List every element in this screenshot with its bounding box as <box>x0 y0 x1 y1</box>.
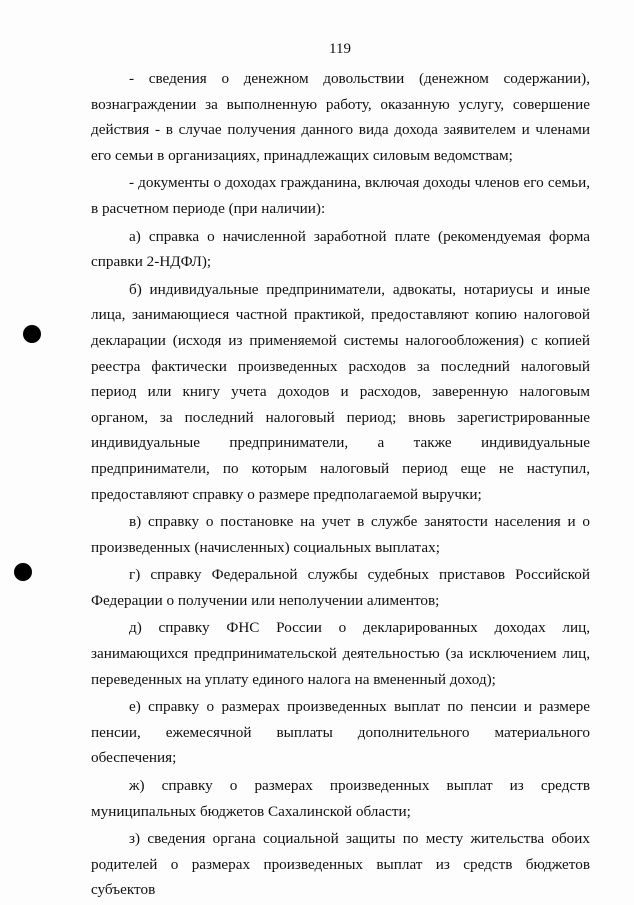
paragraph-item-z: з) сведения органа социальной защиты по месту жительства обоих родителей о размерах произведенных выплат из средств бюджетов субъектов <box>91 830 590 899</box>
page-number: 119 <box>329 41 351 57</box>
punch-hole-mark <box>23 325 41 343</box>
paragraph-item-g: г) справку Федеральной службы судебных приставов Российской Федерации о получении или неполучении алиментов; <box>91 566 590 609</box>
paragraph-item-d: д) справку ФНС России о декларированных доходах лиц, занимающихся предпринимательской деятельностью (за исключением лиц, переведенных на уплату единого налога на вмененный доход); <box>91 619 590 688</box>
paragraph-item-v: в) справку о постановке на учет в службе занятости населения и о произведенных (начисленных) социальных выплатах; <box>91 513 590 556</box>
paragraph-military-allowance: - сведения о денежном довольствии (денежном содержании), вознаграждении за выполненную работу, оказанную услугу, совершение действия - в случае получения данного вида дохода заявителем и членами его семьи в организациях, принадлежащих силовым ведомствам; <box>91 70 590 164</box>
paragraph-income-documents: - документы о доходах гражданина, включая доходы членов его семьи, в расчетном периоде (при наличии): <box>91 174 590 217</box>
paragraph-item-b: б) индивидуальные предприниматели, адвокаты, нотариусы и иные лица, занимающиеся частной практикой, предоставляют копию налоговой декларации (исходя из применяемой системы налогообложения) с копией реестра фактически произведенных расходов за последний налоговый период или книгу учета доходов и расходов, заверенную налоговым органом, за последний налоговый период; вновь зарегистрированные индивидуальные предприниматели, а также индивидуальные предприниматели, по которым налоговый период еще не наступил, предоставляют справку о размере предполагаемой выручки; <box>91 280 590 503</box>
document-body <box>91 66 590 905</box>
punch-hole-mark <box>14 563 32 581</box>
paragraph-item-a: а) справка о начисленной заработной плате (рекомендуемая форма справки 2-НДФЛ); <box>91 227 590 271</box>
paragraph-item-e: е) справку о размерах произведенных выплат по пенсии и размере пенсии, ежемесячной выплаты дополнительного материального обеспечения; <box>91 698 590 767</box>
paragraph-item-zh: ж) справку о размерах произведенных выплат из средств муниципальных бюджетов Сахалинской области; <box>91 777 590 820</box>
